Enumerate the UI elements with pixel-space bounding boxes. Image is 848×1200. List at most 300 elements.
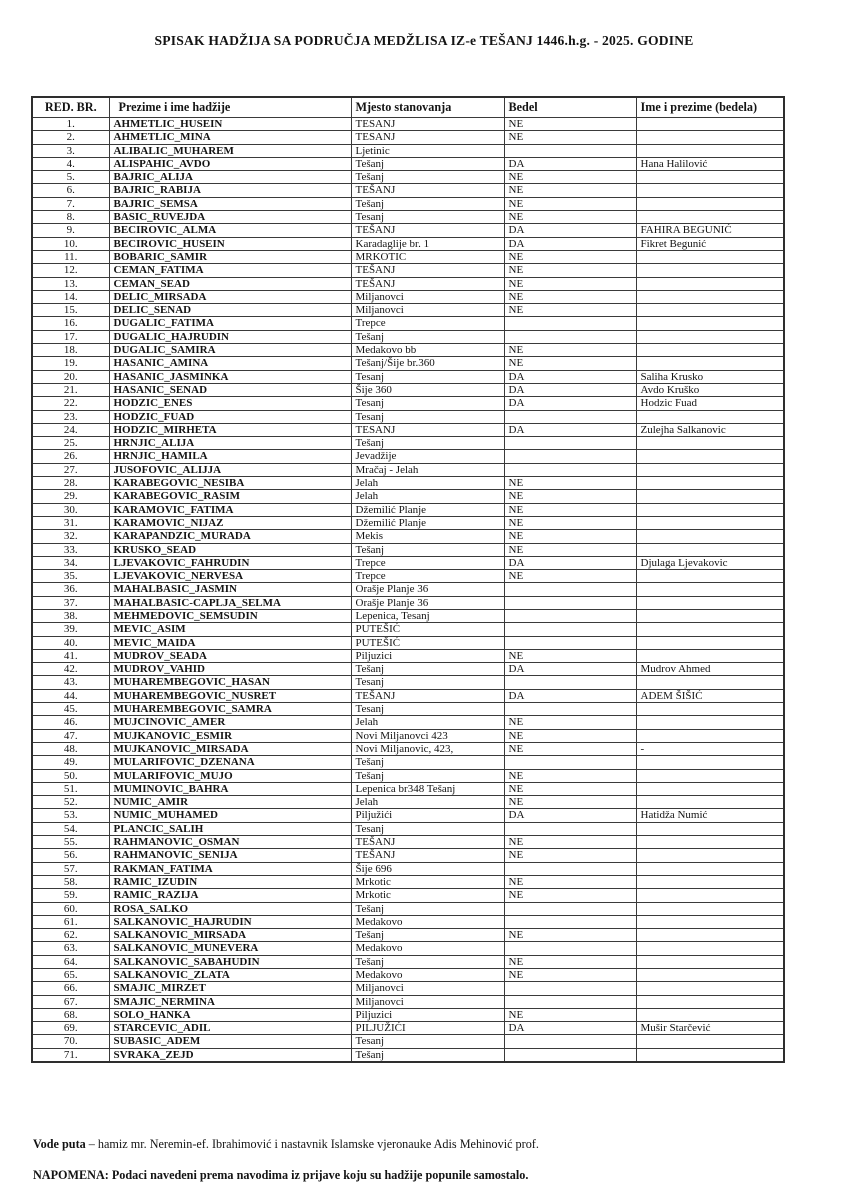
name-cell: DELIC_MIRSADA <box>109 290 351 303</box>
table-row <box>32 197 784 210</box>
bedel-cell: NE <box>504 490 636 503</box>
row-number-cell: 8. <box>32 211 109 224</box>
table-row <box>32 397 784 410</box>
table-row <box>32 969 784 982</box>
bedela-name-cell <box>636 290 784 303</box>
row-number-cell: 5. <box>32 171 109 184</box>
bedel-cell: NE <box>504 530 636 543</box>
bedel-cell: NE <box>504 836 636 849</box>
bedel-cell: NE <box>504 649 636 662</box>
place-cell: Ljetinic <box>351 144 504 157</box>
place-cell: Tešanj <box>351 929 504 942</box>
row-number-cell: 43. <box>32 676 109 689</box>
row-number-cell: 22. <box>32 397 109 410</box>
row-number-cell: 9. <box>32 224 109 237</box>
row-number-cell: 36. <box>32 583 109 596</box>
name-cell: HRNJIC_HAMILA <box>109 450 351 463</box>
row-number-cell: 28. <box>32 477 109 490</box>
row-number-cell: 48. <box>32 742 109 755</box>
bedel-cell: DA <box>504 663 636 676</box>
bedel-cell: NE <box>504 729 636 742</box>
name-cell: MUHAREMBEGOVIC_NUSRET <box>109 689 351 702</box>
name-cell: SALKANOVIC_SABAHUDIN <box>109 955 351 968</box>
place-cell: Novi Miljanovic, 423, <box>351 742 504 755</box>
bedel-cell: NE <box>504 131 636 144</box>
place-cell: Tešanj <box>351 955 504 968</box>
bedela-name-cell <box>636 583 784 596</box>
table-row <box>32 915 784 928</box>
place-cell: Karadaglije br. 1 <box>351 237 504 250</box>
row-number-cell: 47. <box>32 729 109 742</box>
bedela-name-cell: - <box>636 742 784 755</box>
table-row <box>32 849 784 862</box>
table-row <box>32 290 784 303</box>
name-cell: RAMIC_IZUDIN <box>109 875 351 888</box>
place-cell: Trepce <box>351 570 504 583</box>
table-row <box>32 317 784 330</box>
bedel-cell <box>504 995 636 1008</box>
bedela-name-cell: ADEM ŠIŠIĆ <box>636 689 784 702</box>
table-row <box>32 131 784 144</box>
name-cell: BECIROVIC_HUSEIN <box>109 237 351 250</box>
row-number-cell: 59. <box>32 889 109 902</box>
table-row <box>32 570 784 583</box>
place-cell: Mračaj - Jelah <box>351 463 504 476</box>
header-ime-prezime-bedela: Ime i prezime (bedela) <box>636 97 784 118</box>
bedel-cell <box>504 902 636 915</box>
table-row <box>32 556 784 569</box>
table-row <box>32 237 784 250</box>
bedel-cell: NE <box>504 929 636 942</box>
bedela-name-cell <box>636 769 784 782</box>
table-row <box>32 383 784 396</box>
bedela-name-cell <box>636 982 784 995</box>
napomena-line: NAPOMENA: Podaci navedeni prema navodima iz prijave koju su hadžije popunile samostalo. <box>33 1168 529 1182</box>
place-cell: Medakovo <box>351 969 504 982</box>
name-cell: SALKANOVIC_MIRSADA <box>109 929 351 942</box>
table-row <box>32 118 784 131</box>
bedel-cell: NE <box>504 304 636 317</box>
bedela-name-cell <box>636 131 784 144</box>
name-cell: RAHMANOVIC_SENIJA <box>109 849 351 862</box>
table-row <box>32 623 784 636</box>
table-row <box>32 1035 784 1048</box>
bedela-name-cell <box>636 490 784 503</box>
table-row <box>32 782 784 795</box>
place-cell: Jelah <box>351 796 504 809</box>
row-number-cell: 3. <box>32 144 109 157</box>
row-number-cell: 58. <box>32 875 109 888</box>
name-cell: MUHAREMBEGOVIC_HASAN <box>109 676 351 689</box>
bedel-cell: NE <box>504 197 636 210</box>
bedela-name-cell <box>636 915 784 928</box>
place-cell: TEŠANJ <box>351 277 504 290</box>
place-cell: Džemilić Planje <box>351 503 504 516</box>
bedela-name-cell <box>636 197 784 210</box>
table-row <box>32 689 784 702</box>
bedel-cell: NE <box>504 875 636 888</box>
bedel-cell: DA <box>504 809 636 822</box>
place-cell: Lepenica, Tesanj <box>351 609 504 622</box>
place-cell: Miljanovci <box>351 304 504 317</box>
bedel-cell: NE <box>504 716 636 729</box>
place-cell: Tesanj <box>351 397 504 410</box>
row-number-cell: 21. <box>32 383 109 396</box>
document-page <box>0 33 848 1200</box>
bedel-cell <box>504 463 636 476</box>
name-cell: MAHALBASIC-CAPLJA_SELMA <box>109 596 351 609</box>
name-cell: SALKANOVIC_HAJRUDIN <box>109 915 351 928</box>
place-cell: Orašje Planje 36 <box>351 583 504 596</box>
bedel-cell: NE <box>504 344 636 357</box>
name-cell: STARCEVIC_ADIL <box>109 1022 351 1035</box>
bedel-cell <box>504 317 636 330</box>
bedel-cell <box>504 583 636 596</box>
bedela-name-cell <box>636 796 784 809</box>
bedela-name-cell <box>636 822 784 835</box>
name-cell: BAJRIC_ALIJA <box>109 171 351 184</box>
bedela-name-cell <box>636 756 784 769</box>
table-row <box>32 703 784 716</box>
bedel-cell <box>504 756 636 769</box>
table-row <box>32 862 784 875</box>
row-number-cell: 4. <box>32 157 109 170</box>
bedel-cell <box>504 942 636 955</box>
bedel-cell <box>504 676 636 689</box>
table-row <box>32 636 784 649</box>
name-cell: MUMINOVIC_BAHRA <box>109 782 351 795</box>
bedela-name-cell: Avdo Kruško <box>636 383 784 396</box>
bedela-name-cell <box>636 437 784 450</box>
table-row <box>32 1008 784 1021</box>
bedel-cell: NE <box>504 516 636 529</box>
bedela-name-cell <box>636 862 784 875</box>
bedel-cell: NE <box>504 477 636 490</box>
bedel-cell: NE <box>504 250 636 263</box>
table-row <box>32 1048 784 1062</box>
table-row <box>32 609 784 622</box>
table-row <box>32 370 784 383</box>
bedela-name-cell <box>636 410 784 423</box>
name-cell: MUHAREMBEGOVIC_SAMRA <box>109 703 351 716</box>
place-cell: Medakovo bb <box>351 344 504 357</box>
bedel-cell: DA <box>504 237 636 250</box>
table-row <box>32 995 784 1008</box>
bedel-cell: DA <box>504 689 636 702</box>
bedela-name-cell <box>636 503 784 516</box>
bedel-cell <box>504 1048 636 1062</box>
bedel-cell: NE <box>504 211 636 224</box>
bedela-name-cell: Hodzic Fuad <box>636 397 784 410</box>
table-row <box>32 1022 784 1035</box>
row-number-cell: 25. <box>32 437 109 450</box>
place-cell: Šije 696 <box>351 862 504 875</box>
table-row <box>32 742 784 755</box>
row-number-cell: 49. <box>32 756 109 769</box>
name-cell: HASANIC_JASMINKA <box>109 370 351 383</box>
place-cell: Medakovo <box>351 915 504 928</box>
bedel-cell <box>504 623 636 636</box>
name-cell: MEHMEDOVIC_SEMSUDIN <box>109 609 351 622</box>
bedela-name-cell: Fikret Begunić <box>636 237 784 250</box>
table-row <box>32 144 784 157</box>
table-row <box>32 955 784 968</box>
bedela-name-cell <box>636 450 784 463</box>
place-cell: Tešanj <box>351 157 504 170</box>
place-cell: Šije 360 <box>351 383 504 396</box>
row-number-cell: 24. <box>32 423 109 436</box>
bedel-cell: NE <box>504 171 636 184</box>
header-mjesto-stanovanja: Mjesto stanovanja <box>351 97 504 118</box>
bedel-cell: DA <box>504 383 636 396</box>
bedela-name-cell <box>636 703 784 716</box>
row-number-cell: 50. <box>32 769 109 782</box>
name-cell: MUDROV_VAHID <box>109 663 351 676</box>
name-cell: SOLO_HANKA <box>109 1008 351 1021</box>
row-number-cell: 63. <box>32 942 109 955</box>
name-cell: AHMETLIC_MINA <box>109 131 351 144</box>
place-cell: Tešanj/Šije br.360 <box>351 357 504 370</box>
place-cell: Tešanj <box>351 197 504 210</box>
row-number-cell: 51. <box>32 782 109 795</box>
table-row <box>32 929 784 942</box>
bedela-name-cell <box>636 902 784 915</box>
name-cell: ALIBALIC_MUHAREM <box>109 144 351 157</box>
name-cell: SALKANOVIC_MUNEVERA <box>109 942 351 955</box>
hadzije-table <box>31 96 785 1063</box>
name-cell: SMAJIC_NERMINA <box>109 995 351 1008</box>
row-number-cell: 40. <box>32 636 109 649</box>
bedela-name-cell <box>636 875 784 888</box>
bedela-name-cell <box>636 1035 784 1048</box>
table-row <box>32 503 784 516</box>
table-row <box>32 836 784 849</box>
row-number-cell: 26. <box>32 450 109 463</box>
bedela-name-cell <box>636 1008 784 1021</box>
place-cell: Mrkotic <box>351 889 504 902</box>
row-number-cell: 19. <box>32 357 109 370</box>
header-bedel: Bedel <box>504 97 636 118</box>
row-number-cell: 65. <box>32 969 109 982</box>
bedela-name-cell <box>636 929 784 942</box>
place-cell: Tešanj <box>351 330 504 343</box>
place-cell: TEŠANJ <box>351 849 504 862</box>
table-row <box>32 224 784 237</box>
bedela-name-cell <box>636 1048 784 1062</box>
place-cell: Tesanj <box>351 410 504 423</box>
row-number-cell: 71. <box>32 1048 109 1062</box>
row-number-cell: 33. <box>32 543 109 556</box>
name-cell: DUGALIC_SAMIRA <box>109 344 351 357</box>
bedela-name-cell <box>636 317 784 330</box>
bedel-cell: DA <box>504 556 636 569</box>
place-cell: Medakovo <box>351 942 504 955</box>
place-cell: Jevadžije <box>351 450 504 463</box>
place-cell: Trepce <box>351 317 504 330</box>
name-cell: CEMAN_FATIMA <box>109 264 351 277</box>
name-cell: KARABEGOVIC_RASIM <box>109 490 351 503</box>
bedela-name-cell <box>636 171 784 184</box>
bedel-cell: NE <box>504 769 636 782</box>
table-row <box>32 716 784 729</box>
bedela-name-cell <box>636 118 784 131</box>
place-cell: Mrkotic <box>351 875 504 888</box>
bedel-cell: NE <box>504 1008 636 1021</box>
place-cell: Tešanj <box>351 437 504 450</box>
bedela-name-cell: Hana Halilović <box>636 157 784 170</box>
name-cell: HODZIC_FUAD <box>109 410 351 423</box>
bedel-cell <box>504 609 636 622</box>
table-row <box>32 157 784 170</box>
bedela-name-cell <box>636 955 784 968</box>
name-cell: MEVIC_MAIDA <box>109 636 351 649</box>
bedela-name-cell <box>636 250 784 263</box>
bedela-name-cell <box>636 184 784 197</box>
place-cell: Trepce <box>351 556 504 569</box>
bedel-cell: NE <box>504 543 636 556</box>
bedel-cell: NE <box>504 782 636 795</box>
table-header <box>32 97 784 118</box>
table-row <box>32 796 784 809</box>
row-number-cell: 46. <box>32 716 109 729</box>
table-row <box>32 437 784 450</box>
place-cell: Miljanovci <box>351 995 504 1008</box>
table-row <box>32 450 784 463</box>
bedel-cell: NE <box>504 969 636 982</box>
table-row <box>32 250 784 263</box>
place-cell: Piljužići <box>351 809 504 822</box>
row-number-cell: 30. <box>32 503 109 516</box>
table-row <box>32 942 784 955</box>
row-number-cell: 1. <box>32 118 109 131</box>
name-cell: ROSA_SALKO <box>109 902 351 915</box>
table-body <box>32 118 784 1063</box>
table-row <box>32 902 784 915</box>
bedel-cell <box>504 437 636 450</box>
name-cell: DELIC_SENAD <box>109 304 351 317</box>
table-row <box>32 410 784 423</box>
bedela-name-cell <box>636 889 784 902</box>
table-row <box>32 583 784 596</box>
row-number-cell: 14. <box>32 290 109 303</box>
table-row <box>32 330 784 343</box>
table-row <box>32 463 784 476</box>
place-cell: TESANJ <box>351 131 504 144</box>
row-number-cell: 54. <box>32 822 109 835</box>
bedela-name-cell <box>636 330 784 343</box>
place-cell: Tesanj <box>351 676 504 689</box>
bedel-cell <box>504 1035 636 1048</box>
table-row <box>32 490 784 503</box>
place-cell: TEŠANJ <box>351 224 504 237</box>
table-row <box>32 211 784 224</box>
bedela-name-cell <box>636 942 784 955</box>
place-cell: TEŠANJ <box>351 264 504 277</box>
place-cell: Jelah <box>351 716 504 729</box>
bedel-cell <box>504 410 636 423</box>
table-row <box>32 516 784 529</box>
row-number-cell: 55. <box>32 836 109 849</box>
row-number-cell: 34. <box>32 556 109 569</box>
row-number-cell: 57. <box>32 862 109 875</box>
name-cell: SVRAKA_ZEJD <box>109 1048 351 1062</box>
place-cell: Miljanovci <box>351 290 504 303</box>
table-row <box>32 344 784 357</box>
name-cell: MULARIFOVIC_MUJO <box>109 769 351 782</box>
name-cell: SALKANOVIC_ZLATA <box>109 969 351 982</box>
bedel-cell: NE <box>504 264 636 277</box>
name-cell: HRNJIC_ALIJA <box>109 437 351 450</box>
row-number-cell: 16. <box>32 317 109 330</box>
footer-notes <box>33 1137 823 1183</box>
table-row <box>32 982 784 995</box>
bedel-cell <box>504 450 636 463</box>
table-row <box>32 649 784 662</box>
row-number-cell: 56. <box>32 849 109 862</box>
name-cell: MUJKANOVIC_MIRSADA <box>109 742 351 755</box>
name-cell: HODZIC_ENES <box>109 397 351 410</box>
vode-puta-label: Vode puta <box>33 1137 86 1151</box>
row-number-cell: 27. <box>32 463 109 476</box>
row-number-cell: 53. <box>32 809 109 822</box>
row-number-cell: 42. <box>32 663 109 676</box>
bedel-cell <box>504 982 636 995</box>
bedel-cell: NE <box>504 796 636 809</box>
place-cell: MRKOTIC <box>351 250 504 263</box>
name-cell: BAJRIC_RABIJA <box>109 184 351 197</box>
table-row <box>32 822 784 835</box>
row-number-cell: 60. <box>32 902 109 915</box>
table-row <box>32 756 784 769</box>
name-cell: KARAPANDZIC_MURADA <box>109 530 351 543</box>
bedela-name-cell <box>636 463 784 476</box>
bedela-name-cell <box>636 716 784 729</box>
bedela-name-cell <box>636 516 784 529</box>
name-cell: RAHMANOVIC_OSMAN <box>109 836 351 849</box>
bedela-name-cell <box>636 729 784 742</box>
place-cell: TEŠANJ <box>351 689 504 702</box>
bedela-name-cell <box>636 211 784 224</box>
name-cell: SMAJIC_MIRZET <box>109 982 351 995</box>
row-number-cell: 39. <box>32 623 109 636</box>
row-number-cell: 38. <box>32 609 109 622</box>
table-row <box>32 477 784 490</box>
table-row <box>32 729 784 742</box>
bedela-name-cell <box>636 836 784 849</box>
bedel-cell <box>504 822 636 835</box>
place-cell: Tesanj <box>351 370 504 383</box>
row-number-cell: 66. <box>32 982 109 995</box>
bedel-cell: NE <box>504 503 636 516</box>
bedel-cell: DA <box>504 370 636 383</box>
row-number-cell: 70. <box>32 1035 109 1048</box>
row-number-cell: 69. <box>32 1022 109 1035</box>
name-cell: MUJCINOVIC_AMER <box>109 716 351 729</box>
bedel-cell: NE <box>504 889 636 902</box>
place-cell: Tešanj <box>351 1048 504 1062</box>
name-cell: BECIROVIC_ALMA <box>109 224 351 237</box>
row-number-cell: 37. <box>32 596 109 609</box>
bedel-cell: NE <box>504 742 636 755</box>
place-cell: Tešanj <box>351 902 504 915</box>
table-row <box>32 809 784 822</box>
bedela-name-cell <box>636 344 784 357</box>
name-cell: PLANCIC_SALIH <box>109 822 351 835</box>
table-row <box>32 357 784 370</box>
row-number-cell: 2. <box>32 131 109 144</box>
bedel-cell <box>504 636 636 649</box>
header-prezime-ime: Prezime i ime hadžije <box>109 97 351 118</box>
